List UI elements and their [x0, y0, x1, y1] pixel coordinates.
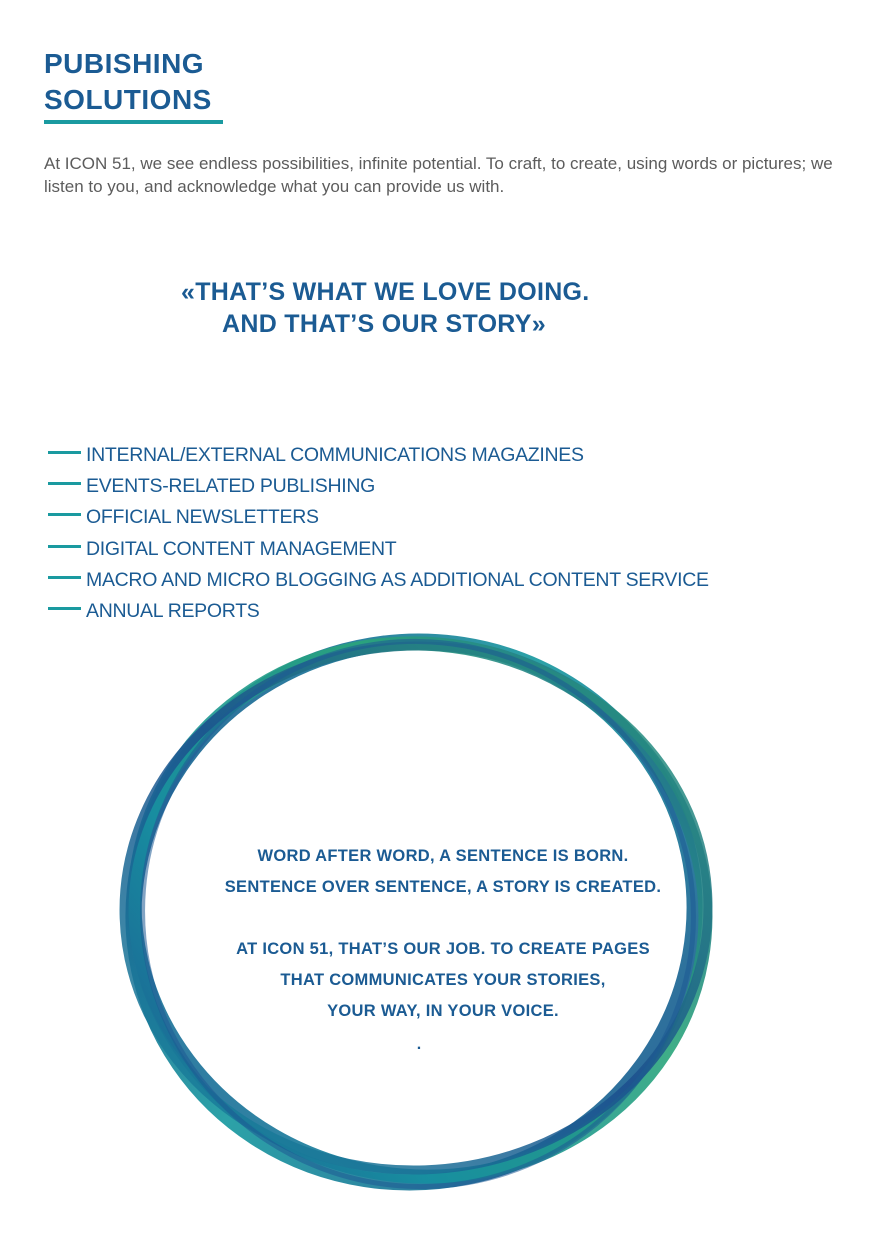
page-title-line-2: SOLUTIONS: [44, 84, 212, 115]
ring-paragraph-2: [0, 934, 886, 1027]
trailing-dot: .: [416, 1036, 422, 1053]
pull-quote-line-1: «THAT’S WHAT WE LOVE DOING.: [181, 278, 590, 306]
service-label: DIGITAL CONTENT MANAGEMENT: [86, 537, 397, 560]
ring-line: YOUR WAY, IN YOUR VOICE.: [327, 1002, 559, 1020]
service-label: INTERNAL/EXTERNAL COMMUNICATIONS MAGAZINES: [86, 444, 584, 467]
page-title-line-1: PUBISHING: [44, 48, 205, 79]
service-label: MACRO AND MICRO BLOGGING AS ADDITIONAL CONTENT SERVICE: [86, 568, 709, 591]
service-label: EVENTS-RELATED PUBLISHING: [86, 475, 376, 498]
intro-paragraph: At ICON 51, we see endless possibilities, infinite potential. To craft, to create, using words or pictures; we listen to you, and acknowledge what you can provide us with.: [44, 154, 833, 196]
ring-line: THAT COMMUNICATES YOUR STORIES,: [280, 971, 606, 989]
ring-line: AT ICON 51, THAT’S OUR JOB. TO CREATE PAGES: [236, 940, 650, 958]
ring-paragraph-1: [0, 841, 886, 903]
service-label: ANNUAL REPORTS: [86, 600, 260, 623]
pull-quote-line-2: AND THAT’S OUR STORY»: [222, 310, 546, 338]
service-label: OFFICIAL NEWSLETTERS: [86, 506, 319, 529]
ring-line: WORD AFTER WORD, A SENTENCE IS BORN.: [257, 847, 629, 865]
ring-line: SENTENCE OVER SENTENCE, A STORY IS CREATED.: [224, 878, 662, 896]
